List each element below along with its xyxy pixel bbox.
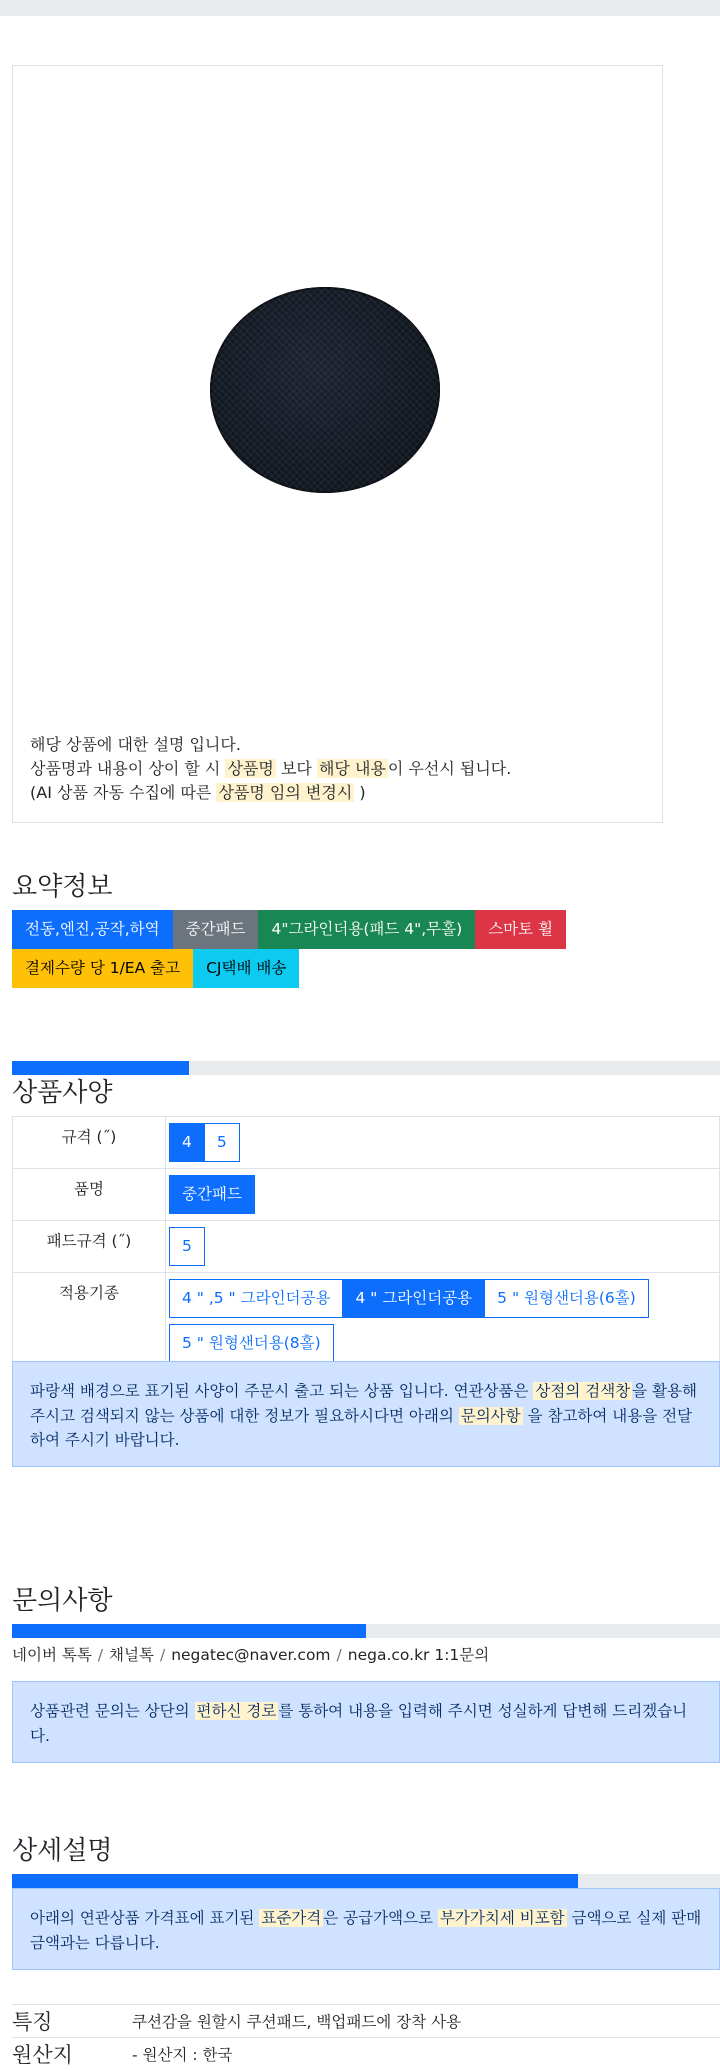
summary-title: 요약정보 xyxy=(12,872,113,902)
inquiry-title: 문의사항 xyxy=(12,1586,113,1616)
spec-row xyxy=(13,1221,720,1273)
spec-options xyxy=(166,1273,720,1370)
badge-brand: 스마토 휠 xyxy=(475,910,566,949)
summary-badges xyxy=(12,910,720,988)
product-image-card xyxy=(12,65,663,823)
detail-row-feature xyxy=(12,2005,720,2038)
spec-row xyxy=(13,1169,720,1221)
highlight-search-box: 상점의 검색창 xyxy=(535,1382,631,1400)
option-button[interactable]: 4 " 그라인더공용 xyxy=(342,1279,485,1318)
text: 이 우선시 됩니다. xyxy=(387,759,512,778)
separator: / xyxy=(97,1646,104,1664)
text: 아래의 연관상품 가격표에 표기된 xyxy=(30,1909,255,1927)
description-line-3 xyxy=(30,781,511,805)
spec-label: 적용기종 xyxy=(13,1273,166,1370)
detail-progress xyxy=(12,1874,720,1888)
inquiry-progress-fill xyxy=(12,1624,366,1638)
product-image-pad xyxy=(210,287,440,493)
spec-notice xyxy=(12,1361,720,1467)
channel-naver-talk[interactable]: 네이버 톡톡 xyxy=(12,1646,92,1664)
option-button[interactable]: 5 xyxy=(169,1227,205,1266)
inquiry-notice xyxy=(12,1681,720,1763)
separator: / xyxy=(159,1646,166,1664)
description-line-2 xyxy=(30,757,511,781)
spec-label: 패드규격 (˝) xyxy=(13,1221,166,1273)
badge-quantity: 결제수량 당 1/EA 출고 xyxy=(12,949,193,988)
top-bar xyxy=(0,0,720,16)
channel-email[interactable]: negatec@naver.com xyxy=(171,1646,331,1664)
product-description xyxy=(30,733,511,805)
inquiry-progress xyxy=(12,1624,720,1638)
text: 상품관련 문의는 상단의 xyxy=(30,1702,190,1720)
detail-value: - 원산지 : 한국 xyxy=(132,2038,720,2071)
badge-category: 전동,엔진,공작,하역 xyxy=(12,910,173,949)
detail-row-origin xyxy=(12,2038,720,2071)
detail-table xyxy=(12,2004,720,2071)
spec-label: 규격 (˝) xyxy=(13,1117,166,1169)
spec-row xyxy=(13,1117,720,1169)
option-button-group xyxy=(169,1123,719,1168)
spec-progress xyxy=(12,1061,720,1075)
option-button[interactable]: 5 " 원형샌더용(6홀) xyxy=(484,1279,649,1318)
text: 금액으로 실제 판매금액과는 다릅니다. xyxy=(30,1909,702,1952)
spec-options xyxy=(166,1169,720,1221)
option-button-group xyxy=(169,1227,719,1272)
option-button[interactable]: 5 " 원형샌더용(8홀) xyxy=(169,1324,334,1363)
badge-spec: 4"그라인더용(패드 4",무홀) xyxy=(258,910,475,949)
option-button-group xyxy=(169,1175,719,1220)
contact-channels xyxy=(12,1643,489,1665)
separator: / xyxy=(336,1646,342,1664)
detail-key: 특징 xyxy=(12,2005,132,2038)
option-button[interactable]: 중간패드 xyxy=(169,1175,255,1214)
text: ) xyxy=(359,783,366,802)
detail-notice xyxy=(12,1888,720,1970)
highlight-vat-excluded: 부가가치세 비포함 xyxy=(439,1909,565,1927)
option-button-group xyxy=(169,1279,719,1369)
spec-label: 품명 xyxy=(13,1169,166,1221)
spec-options xyxy=(166,1221,720,1273)
highlight-name-change: 상품명 임의 변경시 xyxy=(218,783,353,802)
detail-title: 상세설명 xyxy=(12,1836,113,1866)
highlight-standard-price: 표준가격 xyxy=(261,1909,322,1927)
badge-product-type: 중간패드 xyxy=(173,910,259,949)
detail-progress-fill xyxy=(12,1874,578,1888)
highlight-inquiry: 문의사항 xyxy=(460,1406,521,1425)
badge-row-2 xyxy=(12,949,720,988)
option-button[interactable]: 4 xyxy=(169,1123,205,1162)
text: (AI 상품 자동 수집에 따른 xyxy=(30,783,212,802)
text: 보다 xyxy=(280,759,312,778)
spec-title: 상품사양 xyxy=(12,1078,113,1108)
text: 을 활용해 주시고 검색되지 않는 상품에 대한 정보가 필요하시다면 아래의 xyxy=(30,1382,697,1425)
description-line-1: 해당 상품에 대한 설명 입니다. xyxy=(30,735,241,754)
text: 은 공급가액으로 xyxy=(323,1909,433,1927)
channel-site-inquiry[interactable]: nega.co.kr 1:1문의 xyxy=(347,1646,490,1664)
option-button[interactable]: 5 xyxy=(204,1123,240,1162)
option-button[interactable]: 4 " ,5 " 그라인더공용 xyxy=(169,1279,343,1318)
text: 을 참고하여 내용을 전달하여 주시기 바랍니다. xyxy=(30,1406,693,1449)
highlight-preferred-route: 편하신 경로 xyxy=(196,1702,277,1720)
text: 를 통하여 내용을 입력해 주시면 성실하게 답변해 드리겠습니다. xyxy=(30,1702,688,1745)
spec-table xyxy=(12,1116,720,1370)
detail-key: 원산지 xyxy=(12,2038,132,2071)
badge-row-1 xyxy=(12,910,720,949)
highlight-product-name: 상품명 xyxy=(227,759,274,778)
spec-options xyxy=(166,1117,720,1169)
text: 파랑색 배경으로 표기된 사양이 주문시 출고 되는 상품 입니다. 연관상품은 xyxy=(30,1382,529,1400)
channel-channeltalk[interactable]: 채널톡 xyxy=(109,1646,154,1664)
badge-shipping: CJ택배 배송 xyxy=(193,949,299,988)
detail-value: 쿠션감을 원할시 쿠션패드, 백업패드에 장착 사용 xyxy=(132,2005,720,2038)
spec-row xyxy=(13,1273,720,1370)
text: 상품명과 내용이 상이 할 시 xyxy=(30,759,221,778)
highlight-content: 해당 내용 xyxy=(318,759,386,778)
